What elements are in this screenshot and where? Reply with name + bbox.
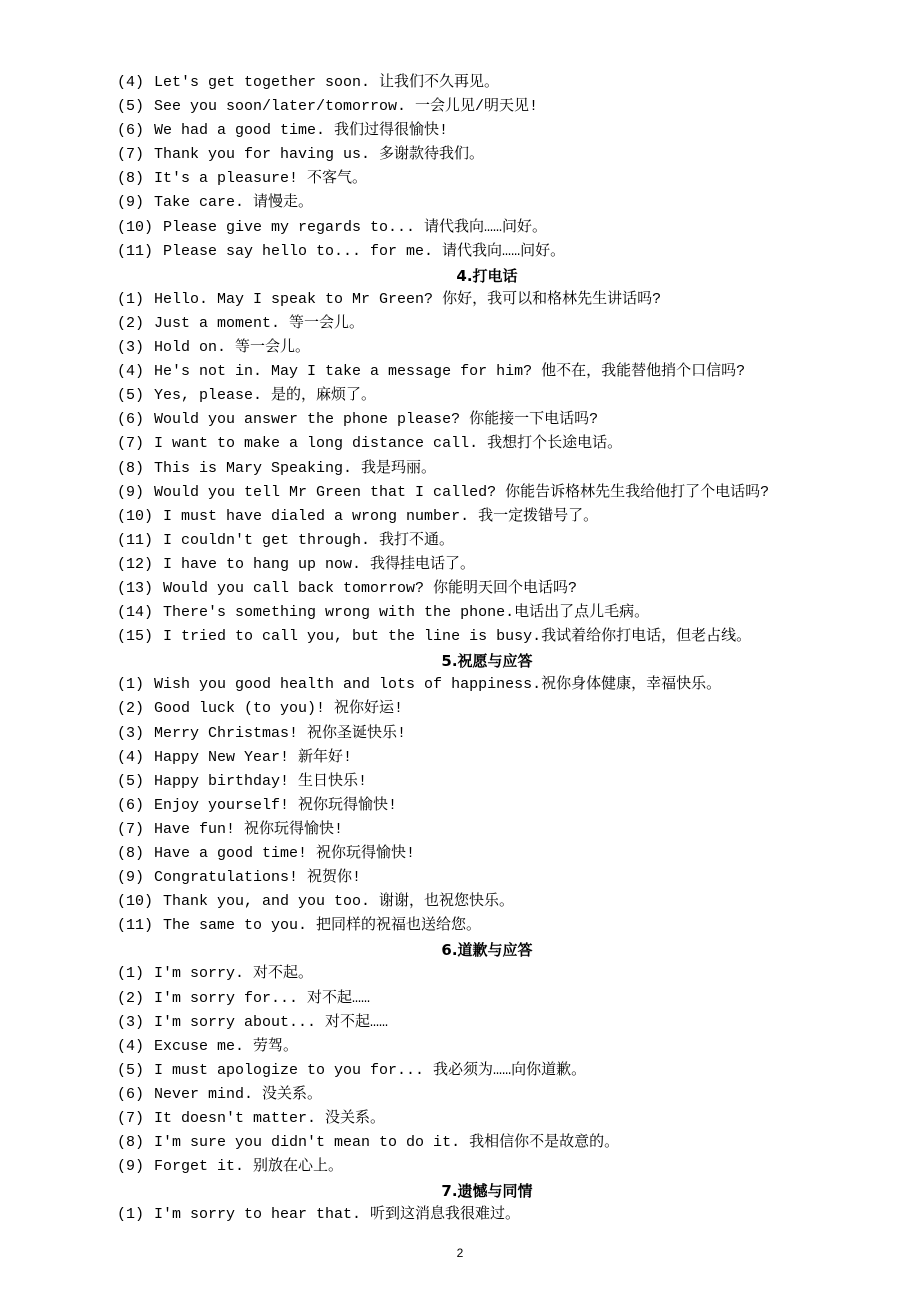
item-number: (11) [117,917,154,935]
list-item [117,1083,857,1107]
item-text: Have fun! 祝你玩得愉快! [154,820,344,838]
item-text: Excuse me. 劳驾。 [154,1037,299,1055]
item-number: (10) [117,893,154,911]
item-number: (1) [117,290,145,308]
item-text: I'm sorry to hear that. 听到这消息我很难过。 [154,1206,521,1224]
item-text: Never mind. 没关系。 [154,1085,323,1103]
item-number: (5) [117,1061,145,1079]
item-text: I'm sorry for... 对不起…… [154,989,371,1007]
list-item [117,143,857,167]
list-item [117,95,857,119]
list-item [117,312,857,336]
list-item [117,577,857,601]
item-text: Would you tell Mr Green that I called? 你能告诉格林先生我给他打了个电话吗? [154,483,770,501]
item-text: Good luck (to you)! 祝你好运! [154,700,404,718]
item-text: Happy New Year! 新年好! [154,748,353,766]
item-number: (13) [117,579,154,597]
item-number: (4) [117,74,145,91]
document-body [117,71,857,1228]
list-item [117,360,857,384]
item-text: I'm sorry about... 对不起…… [154,1013,389,1031]
list-item [117,384,857,408]
section-heading: 4.打电话 [456,266,518,285]
item-number: (6) [117,411,145,429]
item-number: (11) [117,531,154,549]
item-text: Yes, please. 是的，麻烦了。 [154,387,377,405]
list-item [117,553,857,577]
list-item [117,167,857,191]
item-number: (15) [117,628,154,646]
item-text: There's something wrong with the phone.电话出了点儿毛病。 [163,604,650,622]
item-number: (2) [117,314,145,332]
item-text: He's not in. May I take a message for him? 他不在，我能替他捎个口信吗? [154,363,746,381]
item-number: (8) [117,845,145,862]
list-item [117,1131,857,1155]
list-item [117,481,857,505]
item-number: (9) [117,869,145,887]
item-number: (9) [117,1158,145,1176]
list-item [117,408,857,432]
list-item [117,914,857,938]
list-item [117,962,857,986]
list-item [117,457,857,481]
list-item [117,842,857,866]
item-text: Have a good time! 祝你玩得愉快! [154,845,416,862]
section-heading: 5.祝愿与应答 [441,652,533,671]
section-heading: 6.道歉与应答 [441,941,533,960]
list-item [117,987,857,1011]
item-text: The same to you. 把同样的祝福也送给您。 [163,917,482,935]
item-text: Forget it. 别放在心上。 [154,1158,344,1176]
item-text: Please say hello to... for me. 请代我向……问好。 [163,242,566,260]
list-item [117,1035,857,1059]
list-item [117,336,857,360]
item-number: (11) [117,242,154,260]
list-item [117,866,857,890]
item-text: Congratulations! 祝贺你! [154,869,362,887]
item-number: (14) [117,604,154,622]
item-text: I couldn't get through. 我打不通。 [163,531,455,549]
item-text: Wish you good health and lots of happiness.祝你身体健康，幸福快乐。 [154,676,722,694]
item-text: Happy birthday! 生日快乐! [154,772,368,790]
item-number: (7) [117,820,145,838]
item-number: (8) [117,170,145,188]
list-item [117,119,857,143]
item-number: (8) [117,1134,145,1152]
item-text: This is Mary Speaking. 我是玛丽。 [154,459,437,477]
list-item [117,601,857,625]
item-number: (3) [117,1013,145,1031]
item-number: (7) [117,146,145,164]
item-number: (6) [117,122,145,140]
list-item [117,216,857,240]
item-text: I'm sorry. 对不起。 [154,965,314,983]
item-number: (2) [117,700,145,718]
list-item [117,673,857,697]
item-number: (1) [117,965,145,983]
item-text: Thank you for having us. 多谢款待我们。 [154,146,485,164]
item-text: Merry Christmas! 祝你圣诞快乐! [154,724,407,742]
list-item [117,625,857,649]
item-text: I want to make a long distance call. 我想打个长途电话。 [154,435,623,453]
item-text: I must have dialed a wrong number. 我一定拨错号了。 [163,507,599,525]
item-number: (7) [117,435,145,453]
item-text: I'm sure you didn't mean to do it. 我相信你不是故意的。 [154,1134,620,1152]
item-text: Let's get together soon. 让我们不久再见。 [154,74,500,91]
list-item [117,529,857,553]
item-number: (7) [117,1110,145,1128]
item-text: I tried to call you, but the line is busy.我试着给你打电话，但老占线。 [163,628,752,646]
item-number: (1) [117,676,145,694]
page-number: 2 [456,1246,464,1260]
item-number: (3) [117,339,145,357]
item-number: (9) [117,483,145,501]
list-item [117,722,857,746]
item-text: Would you call back tomorrow? 你能明天回个电话吗? [163,579,578,597]
item-number: (4) [117,1037,145,1055]
item-number: (1) [117,1206,145,1224]
item-text: See you soon/later/tomorrow. 一会儿见/明天见! [154,98,539,116]
item-text: It's a pleasure! 不客气。 [154,170,368,188]
list-item [117,890,857,914]
item-text: Would you answer the phone please? 你能接一下电话吗? [154,411,599,429]
list-item [117,697,857,721]
list-item [117,1059,857,1083]
list-item [117,1203,857,1227]
list-item [117,71,857,95]
item-number: (4) [117,748,145,766]
list-item [117,818,857,842]
list-item [117,1155,857,1179]
item-number: (5) [117,98,145,116]
list-item [117,432,857,456]
list-item [117,505,857,529]
item-text: It doesn't matter. 没关系。 [154,1110,386,1128]
list-item [117,746,857,770]
list-item [117,794,857,818]
list-item [117,288,857,312]
item-text: Just a moment. 等一会儿。 [154,314,365,332]
item-text: Please give my regards to... 请代我向……问好。 [163,218,548,236]
item-text: Thank you, and you too. 谢谢，也祝您快乐。 [163,893,515,911]
item-number: (8) [117,459,145,477]
item-text: Hello. May I speak to Mr Green? 你好，我可以和格林先生讲话吗? [154,290,662,308]
item-number: (4) [117,363,145,381]
list-item [117,1107,857,1131]
item-number: (6) [117,1085,145,1103]
item-text: Take care. 请慢走。 [154,194,314,212]
item-number: (12) [117,555,154,573]
list-item [117,191,857,215]
list-item [117,240,857,264]
item-number: (2) [117,989,145,1007]
list-item [117,1011,857,1035]
item-text: Enjoy yourself! 祝你玩得愉快! [154,796,398,814]
item-number: (10) [117,218,154,236]
item-number: (10) [117,507,154,525]
item-text: I must apologize to you for... 我必须为……向你道歉。 [154,1061,587,1079]
item-text: We had a good time. 我们过得很愉快! [154,122,449,140]
list-item [117,770,857,794]
item-number: (3) [117,724,145,742]
item-number: (5) [117,772,145,790]
section-heading: 7.遗憾与同情 [441,1182,533,1201]
item-number: (6) [117,796,145,814]
item-text: I have to hang up now. 我得挂电话了。 [163,555,476,573]
item-number: (9) [117,194,145,212]
item-number: (5) [117,387,145,405]
item-text: Hold on. 等一会儿。 [154,339,311,357]
